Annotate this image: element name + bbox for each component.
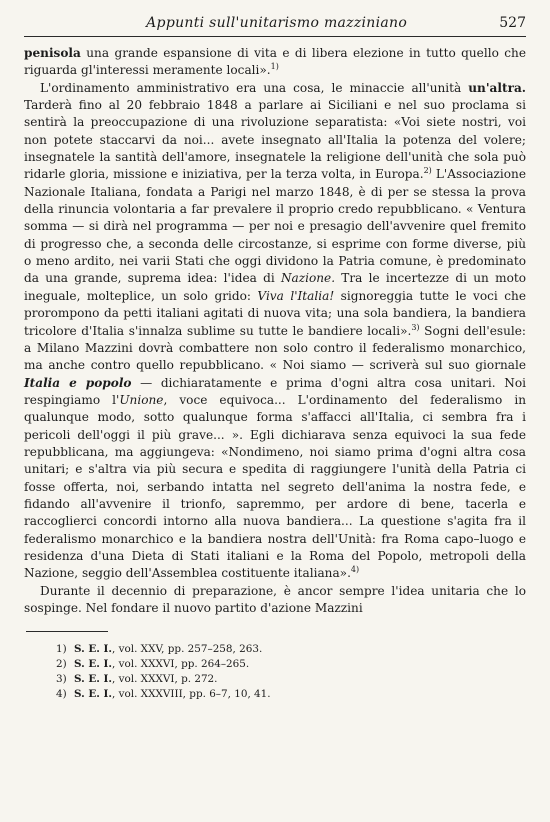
footnote-text: S. E. I., vol. XXXVIII, pp. 6–7, 10, 41. — [74, 688, 271, 701]
footnote-mark: 4) — [56, 688, 67, 701]
footnote-mark: 3) — [56, 673, 67, 686]
paragraph-3: Durante il decennio di preparazione, è ancor sempre l'idea unitaria che lo sospinge. Nel fondare il nuovo partito d'azione Mazzini — [24, 583, 526, 615]
running-title: Appunti sull'unitarismo mazziniano — [146, 15, 408, 31]
footnote-text: S. E. I., vol. XXV, pp. 257–258, 263. — [74, 643, 263, 656]
footnote-4 — [56, 687, 526, 702]
footnote-text: S. E. I., vol. XXXVI, pp. 264–265. — [74, 658, 250, 671]
footnote-text: S. E. I., vol. XXXVI, p. 272. — [74, 673, 218, 686]
body-text — [24, 45, 526, 617]
footnote-3 — [56, 672, 526, 687]
footnote-mark: 1) — [56, 643, 67, 656]
footnote-mark: 2) — [56, 658, 67, 671]
footnote-1 — [56, 642, 526, 657]
footnotes — [24, 642, 526, 702]
page-number: 527 — [499, 15, 526, 31]
book-page — [24, 14, 526, 702]
footnote-separator — [26, 631, 108, 632]
paragraph-2: L'ordinamento amministrativo era una cosa, le minaccie all'unità un'altra. Tarderà fino al 20 febbraio 1848 a parlare ai Siciliani e nel suo proclama si sentirà la preoccupazione di una rivoluzione separatista: «Voi siete nostri, voi non potete staccarvi da noi... avete insegnato all'Italia la potenza del volere; insegnatele la santità dell'amore, insegnatele la religione dell'unità che sola può ridarle gloria, missione e iniziativa, per la terza volta, in Europa.$^{2)}$ L'Associazione Nazionale Italiana, fondata a Parigi nel marzo 1848, è di per se stessa la prova della rinuncia volontaria a far prevalere il proprio credo repubblicano. « Ventura somma — si dirà nel programma — per noi e presagio dell'avvenire quel fremito di progresso che, a seconda delle circostanze, si esprime con forme diverse, più o meno ardito, nei varii Stati che oggi dividono la Patria comune, è predominato da una grande, suprema idea: l'idea di Nazione. Tra le incertezze di un moto ineguale, molteplice, un solo grido: Viva l'Italia! signoreggia tutte le voci che prorompono da petti italiani agitati di nuova vita; una sola bandiera, la bandiera tricolore d'Italia s'innalza sublime su tutte le bandiere locali».$^{3)}$ Sogni dell'esule: a Milano Mazzini dovrà combattere non solo contro il federalismo monarchico, ma anche contro quello repubblicano. « Noi siamo — scriverà sul suo giornale Italia e popolo — dichiaratamente e prima d'ogni altra cosa unitari. Noi respingiamo l'Unione, voce equivoca... L'ordinamento del federalismo in qualunque modo, sotto qualunque forma s'affacci all'Italia, ci sembra fra i pericoli dell'oggi il più grave... ». Egli dichiarava senza equivoci la sua fede repubblicana, ma aggiungeva: «Nondimeno, noi siamo prima d'ogni altra cosa unitari; e s'altra via più secura e spedita di raggiungere l'unità della Patria ci fosse offerta, noi, serbando intatta nel segreto dell'anima la nostra fede, e fidando all'avvenire il trionfo, sapremmo, per ardore di bene, tacerla e raccoglierci concordi intorno alla nuova bandiera... La questione s'agita fra il federalismo monarchico e la bandiera nostra dell'Unità: fra Roma capo–luogo e residenza d'una Dieta di Stati italiani e la Roma del Popolo, metropoli della Nazione, seggio dell'Assemblea costituente italiana».$^{4)}$ — [24, 80, 527, 581]
running-header — [24, 14, 526, 37]
paragraph-1: penisola una grande espansione di vita e di libera elezione in tutto quello che riguarda gl'interessi meramente locali».$^{1)}$ — [24, 46, 526, 78]
footnote-2 — [56, 657, 526, 672]
